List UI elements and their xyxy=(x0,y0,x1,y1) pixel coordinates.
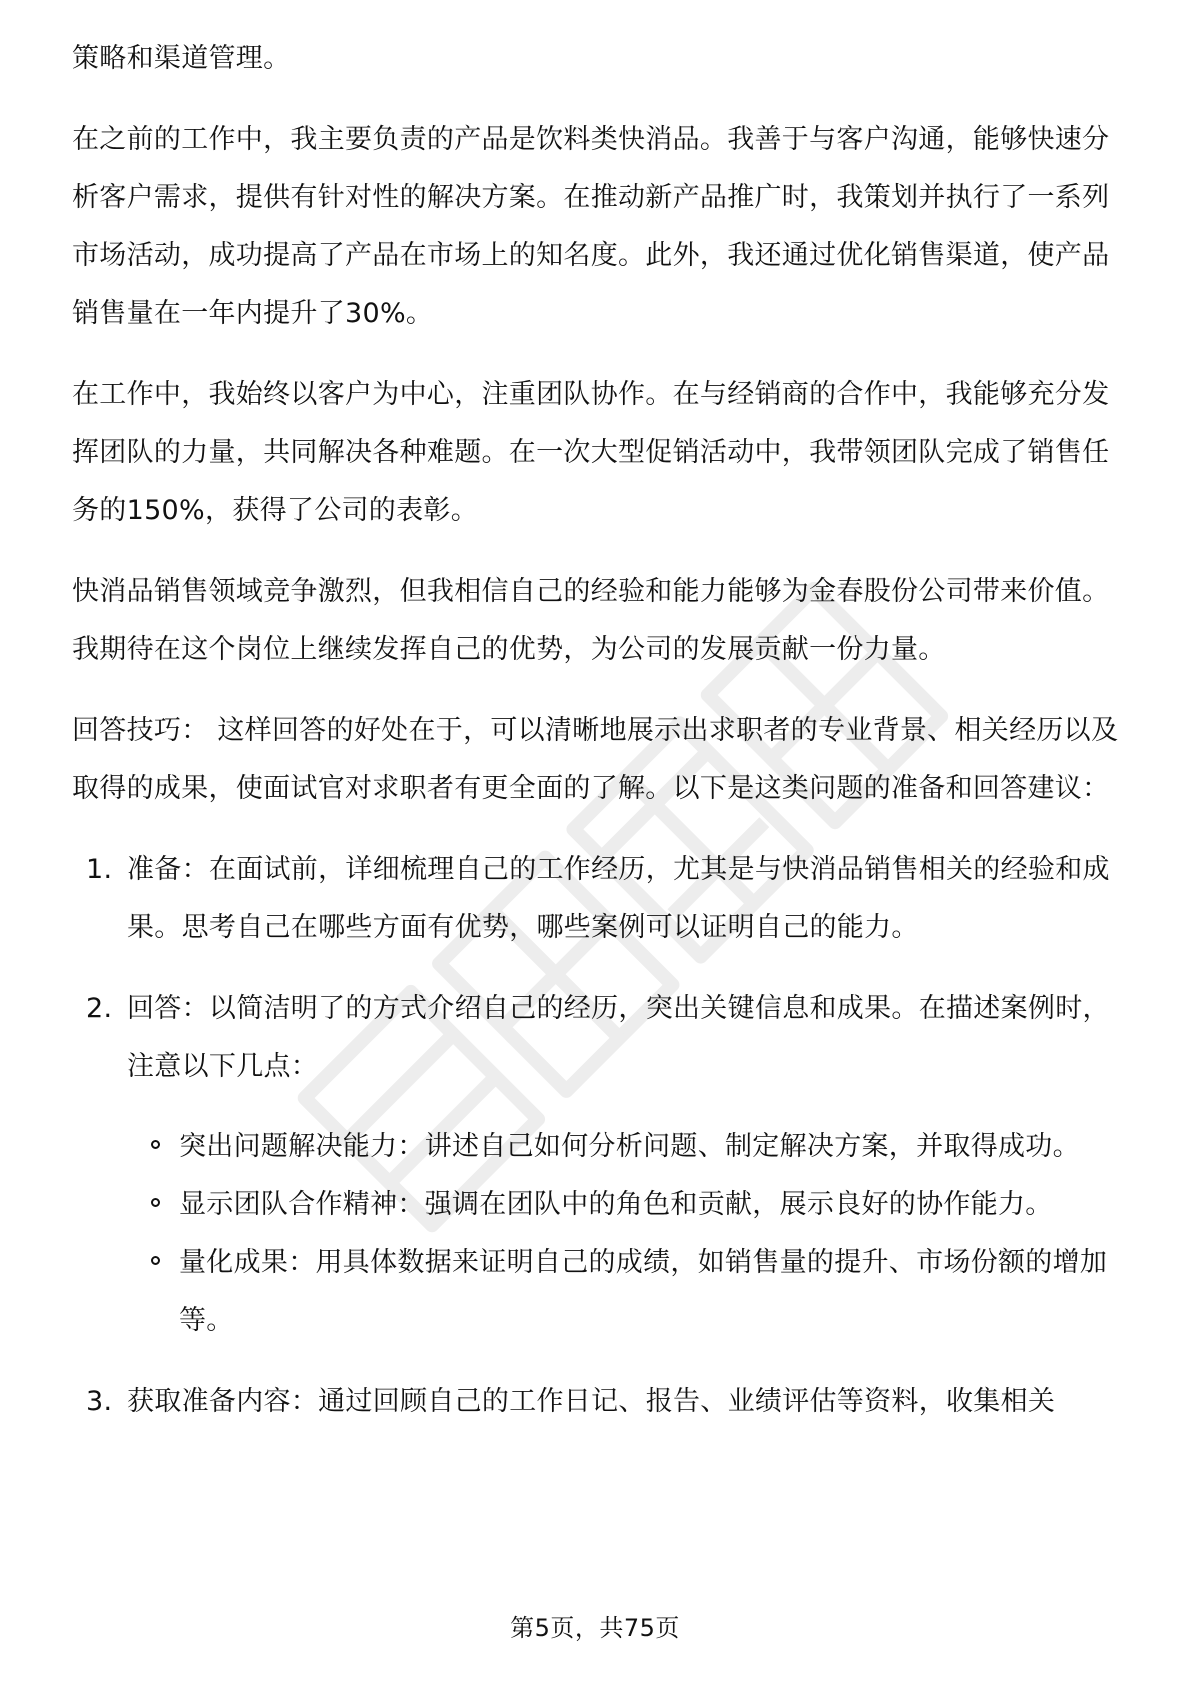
bullet-item xyxy=(127,1176,1122,1234)
list-item-text: 准备：在面试前，详细梳理自己的工作经历，尤其是与快消品销售相关的经验和成果。思考自己在哪些方面有优势，哪些案例可以证明自己的能力。 xyxy=(127,854,1110,943)
list-item xyxy=(72,1373,1122,1431)
paragraph: 在之前的工作中，我主要负责的产品是饮料类快消品。我善于与客户沟通，能够快速分析客户需求，提供有针对性的解决方案。在推动新产品推广时，我策划并执行了一系列市场活动，成功提高了产品在市场上的知名度。此外，我还通过优化销售渠道，使产品销售量在一年内提升了30%。 xyxy=(72,124,1110,329)
list-item xyxy=(72,980,1122,1350)
list-number: 2. xyxy=(86,993,113,1024)
document-body xyxy=(72,30,1122,1454)
list-item xyxy=(72,841,1122,957)
hollow-bullet-icon xyxy=(151,1256,160,1265)
hollow-bullet-icon xyxy=(151,1198,160,1207)
page-number-footer: 第5页，共75页 xyxy=(510,1614,680,1642)
list-number: 1. xyxy=(86,854,113,885)
bullet-item xyxy=(127,1118,1122,1176)
list-item-text: 获取准备内容：通过回顾自己的工作日记、报告、业绩评估等资料，收集相关 xyxy=(127,1386,1056,1417)
answer-tips-paragraph: 回答技巧： 这样回答的好处在于，可以清晰地展示出求职者的专业背景、相关经历以及取得的成果，使面试官对求职者有更全面的了解。以下是这类问题的准备和回答建议： xyxy=(72,715,1119,804)
bullet-item xyxy=(127,1234,1122,1350)
paragraph: 快消品销售领域竞争激烈，但我相信自己的经验和能力能够为金春股份公司带来价值。我期待在这个岗位上继续发挥自己的优势，为公司的发展贡献一份力量。 xyxy=(72,576,1110,665)
bullet-list xyxy=(127,1118,1122,1350)
bullet-item-text: 突出问题解决能力：讲述自己如何分析问题、制定解决方案，并取得成功。 xyxy=(179,1131,1080,1162)
list-number: 3. xyxy=(86,1386,113,1417)
bullet-item-text: 量化成果：用具体数据来证明自己的成绩，如销售量的提升、市场份额的增加等。 xyxy=(179,1247,1108,1336)
hollow-bullet-icon xyxy=(151,1140,160,1149)
paragraph: 在工作中，我始终以客户为中心，注重团队协作。在与经销商的合作中，我能够充分发挥团队的力量，共同解决各种难题。在一次大型促销活动中，我带领团队完成了销售任务的150%，获得了公司的表彰。 xyxy=(72,379,1110,526)
bullet-item-text: 显示团队合作精神：强调在团队中的角色和贡献，展示良好的协作能力。 xyxy=(179,1189,1053,1220)
paragraph: 策略和渠道管理。 xyxy=(72,43,291,74)
list-item-text: 回答：以简洁明了的方式介绍自己的经历，突出关键信息和成果。在描述案例时，注意以下几点： xyxy=(127,993,1110,1082)
numbered-list xyxy=(72,841,1122,1431)
